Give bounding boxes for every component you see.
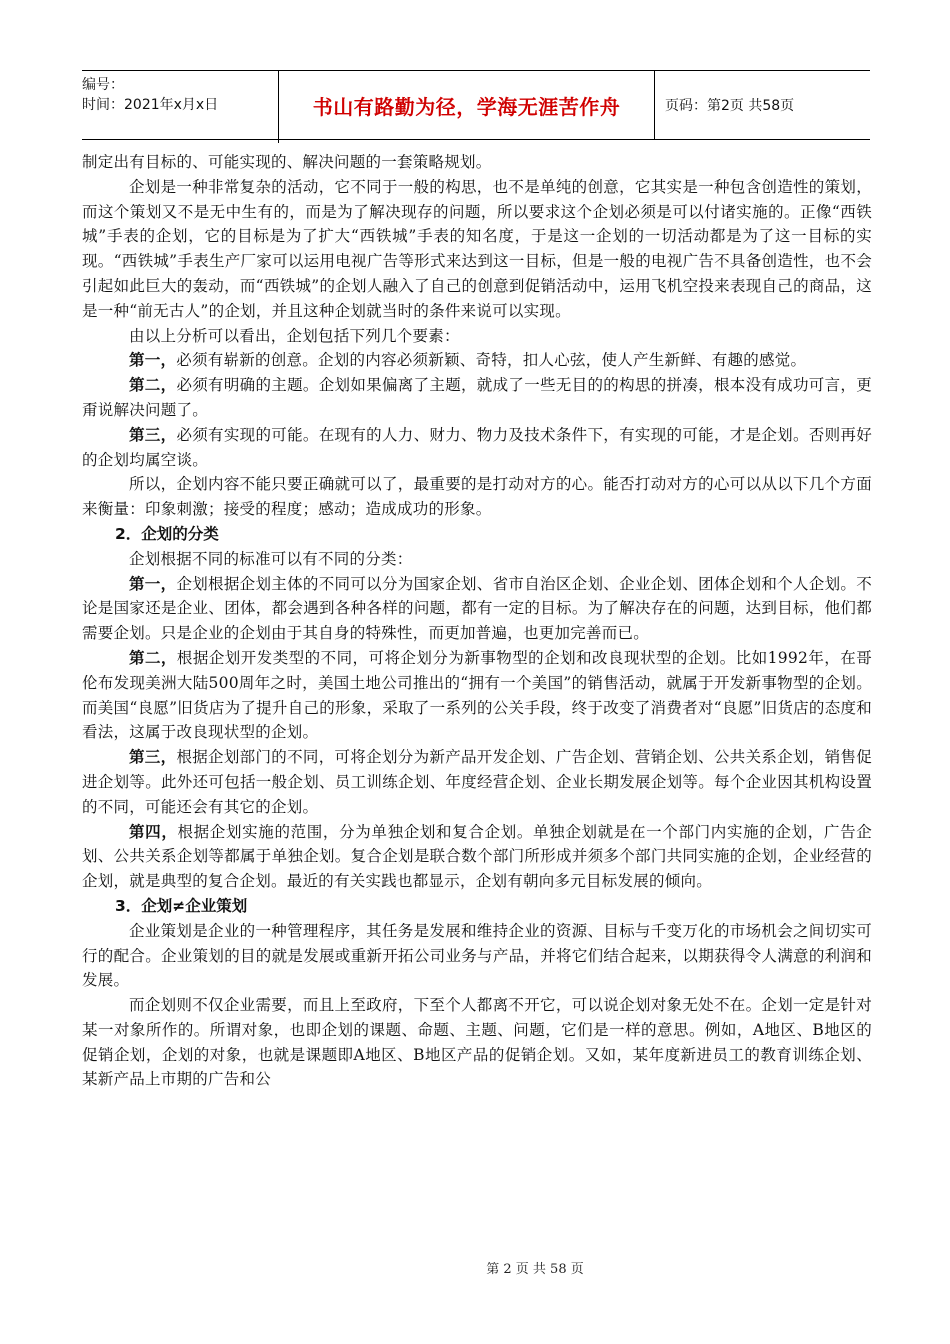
paragraph-lead: 第一， [129, 351, 177, 370]
paragraph [82, 348, 872, 373]
header-page-info: 页码：第2页 共58页 [665, 98, 795, 114]
paragraph-lead: 第三， [129, 748, 177, 767]
paragraph-text: 必须有崭新的创意。企划的内容必须新颖、奇特，扣人心弦，使人产生新鲜、有趣的感觉。 [176, 351, 807, 370]
paragraph-text: 根据企划开发类型的不同，可将企划分为新事物型的企划和改良现状型的企划。比如1992年，在哥伦布发现美洲大陆500周年之时，美国土地公司推出的“拥有一个美国”的销售活动，就属于开发新事物型的企划。而美国“良愿”旧货店为了提升自己的形象，采取了一系列的公关手段，终于改变了消费者对“良愿”旧货店的态度和看法，这属于改良现状型的企划。 [82, 648, 872, 742]
paragraph-text: 必须有实现的可能。在现有的人力、财力、物力及技术条件下，有实现的可能，才是企划。否则再好的企划均属空谈。 [82, 425, 872, 469]
paragraph [82, 820, 872, 894]
paragraph-lead: 第四， [129, 822, 178, 841]
paragraph [82, 745, 872, 819]
paragraph [82, 423, 872, 473]
paragraph-lead: 第二， [129, 648, 177, 667]
section-heading: 3．企划≠企业策划 [115, 896, 248, 915]
document-body [82, 150, 872, 1092]
page-footer [0, 1258, 950, 1277]
paragraph: 所以，企划内容不能只要正确就可以了，最重要的是打动对方的心。能否打动对方的心可以从以下几个方面来衡量：印象刺激；接受的程度；感动；造成成功的形象。 [82, 475, 872, 519]
paragraph-lead: 第二， [129, 376, 177, 395]
paragraph: 由以上分析可以看出，企划包括下列几个要素： [129, 326, 460, 345]
header-motto: 书山有路勤为径，学海无涯苦作舟 [279, 71, 655, 139]
paragraph [82, 646, 872, 745]
paragraph [82, 572, 872, 646]
paragraph-lead: 第一， [129, 574, 177, 593]
page-header [82, 70, 870, 140]
paragraph [82, 373, 872, 423]
paragraph: 企划根据不同的标准可以有不同的分类： [129, 549, 413, 568]
paragraph: 企划是一种非常复杂的活动，它不同于一般的构思，也不是单纯的创意，它其实是一种包含创造性的策划，而这个策划又不是无中生有的，而是为了解决现存的问题，所以要求这个企划必须是可以付诸实施的。正像“西铁城”手表的企划，它的目标是为了扩大“西铁城”手表的知名度，于是这一企划的一切活动都是为了这一目标的实现。“西铁城”手表生产厂家可以运用电视广告等形式来达到这一目标，但是一般的电视广告不具备创造性，也不会引起如此巨大的轰动，而“西铁城”的企划人融入了自己的创意到促销活动中，运用飞机空投来表现自己的商品，这是一种“前无古人”的企划，并且这种企划就当时的条件来说可以实现。 [82, 177, 872, 320]
time-label: 时间：2021年x月x日 [82, 97, 219, 113]
paragraph: 而企划则不仅企业需要，而且上至政府，下至个人都离不开它，可以说企划对象无处不在。企划一定是针对某一对象所作的。所谓对象，也即企划的课题、命题、主题、问题，它们是一样的意思。例如，A地区、B地区的促销企划，企划的对象，也就是课题即A地区、B地区产品的促销企划。又如，某年度新进员工的教育训练企划、某新产品上市期的广告和公 [82, 996, 872, 1089]
paragraph-text: 必须有明确的主题。企划如果偏离了主题，就成了一些无目的的构思的拼凑，根本没有成功可言，更甭说解决问题了。 [82, 376, 872, 419]
number-label: 编号： [82, 77, 124, 93]
section-heading: 2．企划的分类 [115, 524, 219, 543]
paragraph-lead: 第三， [129, 425, 177, 444]
paragraph-text: 企划根据企划主体的不同可以分为国家企划、省市自治区企划、企业企划、团体企划和个人企划。不论是国家还是企业、团体，都会遇到各种各样的问题，都有一定的目标。为了解决存在的问题，达到目标，他们都需要企划。只是企业的企划由于其自身的特殊性，而更加普遍，也更加完善而已。 [82, 574, 872, 643]
paragraph-text: 根据企划实施的范围，分为单独企划和复合企划。单独企划就是在一个部门内实施的企划，广告企划、公共关系企划等都属于单独企划。复合企划是联合数个部门所形成并须多个部门共同实施的企划，企业经营的企划，就是典型的复合企划。最近的有关实践也都显示，企划有朝向多元目标发展的倾向。 [82, 822, 872, 891]
header-meta [82, 71, 279, 143]
paragraph: 企业策划是企业的一种管理程序，其任务是发展和维持企业的资源、目标与千变万化的市场机会之间切实可行的配合。企业策划的目的就是发展或重新开拓公司业务与产品，并将它们结合起来，以期获得令人满意的利润和发展。 [82, 921, 872, 990]
paragraph-text: 根据企划部门的不同，可将企划分为新产品开发企划、广告企划、营销企划、公共关系企划，销售促进企划等。此外还可包括一般企划、员工训练企划、年度经营企划、企业长期发展企划等。每个企业因其机构设置的不同，可能还会有其它的企划。 [82, 748, 872, 816]
footer-page-number: 第 2 页 共 58 页 [486, 1262, 584, 1277]
paragraph: 制定出有目标的、可能实现的、解决问题的一套策略规划。 [82, 153, 492, 171]
